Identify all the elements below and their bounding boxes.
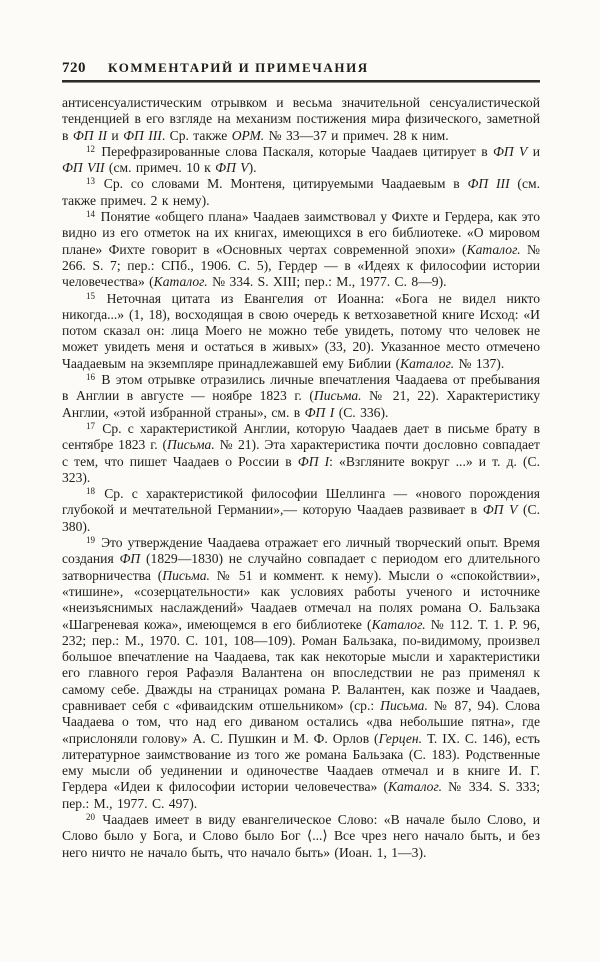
page-number: 720 xyxy=(62,60,86,76)
running-header xyxy=(62,60,540,80)
text-run: № 334. S. XIII; пер.: М., 1977. С. 8—9). xyxy=(207,274,447,290)
text-run: № 112. Т. 1. Р. 96, 232; пер.: М., 1970. С. 101, 108—109). Роман Бальзака, по-видимому, произвел большое впечатление на Чаадаева, так как некоторые мысли и характеристики его главного героя Рафаэля Валантена он впоследствии не раз применял к самому себе. Дважды на страницах романа Р. Валантен, как позже и Чаадаев, сравнивает себя с «фиваидским отшельником» (ср.: xyxy=(62,616,540,713)
text-run: и xyxy=(107,127,124,143)
italic-text-run: ФП III xyxy=(467,176,510,192)
text-run: Ср. со словами М. Монтеня, цитируемыми Чаадаевым в xyxy=(96,176,468,192)
text-run: (1829—1830) не случайно совпадает с периодом его длительного затворничества ( xyxy=(62,551,541,583)
text-run: В этом отрывке отразились личные впечатления Чаадаева от пребывания в Англии в августе — ноябре 1823 г. ( xyxy=(62,372,540,404)
italic-text-run: Письма. xyxy=(162,567,210,583)
footnote-paragraph-20 xyxy=(62,812,540,861)
footnote-paragraph-13 xyxy=(62,176,540,209)
italic-text-run: Каталог. xyxy=(400,355,455,371)
text-run: (см. примеч. 10 к xyxy=(104,160,216,176)
italic-text-run: ФП I xyxy=(297,453,330,469)
footnote-number: 18 xyxy=(86,486,95,497)
italic-text-run: ФП V xyxy=(215,160,249,176)
text-run: Перефразированные слова Паскаля, которые Чаадаев цитирует в xyxy=(96,143,493,159)
italic-text-run: Письма. xyxy=(313,388,362,404)
italic-text-run: Каталог. xyxy=(387,779,442,795)
italic-text-run: ФП III xyxy=(123,127,162,143)
footnote-paragraph-12 xyxy=(62,144,540,177)
footnote-number: 14 xyxy=(86,209,95,220)
footnote-number: 19 xyxy=(86,535,95,546)
footnote-paragraph-14 xyxy=(62,209,540,290)
text-run: ). xyxy=(248,160,257,176)
text-run: : «Взгляните вокруг ...» и т. д. (С. 323). xyxy=(62,453,540,485)
italic-text-run: Каталог. xyxy=(153,274,208,290)
italic-text-run: ФП xyxy=(119,551,141,567)
italic-text-run: Каталог. xyxy=(466,241,521,257)
footnote-paragraph-19 xyxy=(62,535,540,812)
text-run: № 266. S. 7; пер.: СПб., 1906. С. 5), Гердер — в «Идеях к философии истории человечества» ( xyxy=(62,241,540,290)
text-run: № 21). Эта характеристика почти дословно совпадает с тем, что пишет Чаадаев о России в xyxy=(62,437,540,469)
text-run: № 33—37 и примеч. 28 к ним. xyxy=(264,127,449,143)
footnote-paragraph-18 xyxy=(62,486,540,535)
text-run: Ср. с характеристикой философии Шеллинга — «нового порождения глубокой и мечтательной Германии»,— которую Чаадаев развивает в xyxy=(62,486,540,518)
text-run: № 51 и коммент. к нему). Мысли о «спокойствии», «тишине», «созерцательности» как условиях работы ученого и источнике «неизъяснимых наслаждений» Чаадаев отмечал на полях романа О. Бальзака «Шагреневая кожа», имеющемся в его библиотеке ( xyxy=(62,567,541,632)
footnote-number: 13 xyxy=(86,176,95,187)
italic-text-run: Письма. xyxy=(380,697,428,713)
footnote-number: 16 xyxy=(86,372,95,383)
text-run: (С. 380). xyxy=(62,502,540,534)
text-run: (см. также примеч. 2 к нему). xyxy=(62,176,540,208)
italic-text-run: ФП I xyxy=(304,404,335,420)
italic-text-run: Каталог. xyxy=(371,616,426,632)
text-run: Это утверждение Чаадаева отражает его личный творческий опыт. Время создания xyxy=(62,535,540,567)
text-run: Ср. с характеристикой Англии, которую Чаадаев дает в письме брату в сентябре 1823 г. ( xyxy=(62,420,540,453)
page-body xyxy=(62,95,540,861)
italic-text-run: ФП II xyxy=(72,127,108,143)
footnote-number: 20 xyxy=(86,812,95,823)
footnote-paragraph-15 xyxy=(62,291,540,372)
text-run: (С. 336). xyxy=(334,404,389,420)
text-run: Неточная цитата из Евангелия от Иоанна: «Бога не видел никто никогда...» (1, 18), восходящая в свою очередь к ветхозаветной книге Исход: «И потом сказал он: лица Моего не можно тебе увидеть, потому что человек не может увидеть меня и остаться в живых» (33, 20). Указанное место отмечено Чаадаевым на экземпляре принадлежавшей ему Библии ( xyxy=(62,290,540,371)
text-run: № 334. S. 333; пер.: М., 1977. С. 497). xyxy=(62,779,540,811)
footnote-number: 15 xyxy=(86,290,95,301)
italic-text-run: ФП VII xyxy=(62,160,105,176)
italic-text-run: Письма. xyxy=(167,437,215,453)
text-run: антисенсуалистическим отрывком и весьма значительной сенсуалистической тенденцией в его взгляде на механизм постижения мира физического, заметной в xyxy=(62,95,540,143)
running-title: КОММЕНТАРИЙ И ПРИМЕЧАНИЯ xyxy=(108,60,369,75)
text-run: и xyxy=(527,143,540,159)
italic-text-run: ОРМ. xyxy=(231,127,265,143)
text-run: Понятие «общего плана» Чаадаев заимствовал у Фихте и Гердера, как это видно из его отметок на их книгах, имеющихся в его библиотеке. «О мировом плане» Фихте говорит в «Основных чертах современной эпохи» ( xyxy=(62,209,540,257)
text-run: № 137). xyxy=(454,355,505,371)
continuation-paragraph xyxy=(62,95,540,144)
italic-text-run: Герцен. xyxy=(378,730,423,746)
header-rule xyxy=(62,80,540,83)
text-run: № 87, 94). Слова Чаадаева о том, что над его диваном остались «два небольшие пятна», где «прислоняли голову» А. С. Пушкин и М. Ф. Орлов ( xyxy=(62,697,540,746)
footnote-number: 12 xyxy=(86,143,95,154)
footnote-paragraph-17 xyxy=(62,421,540,486)
text-run: Т. IX. С. 146), есть литературное заимствование из того же романа Бальзака (С. 183). Родственные ему мысли об уединении и одиночестве Чаадаев отмечал и в книге И. Г. Гердера «Идеи к философии истории человечества» ( xyxy=(62,730,540,795)
text-run: Чаадаев имеет в виду евангелическое Слово: «В начале было Слово, и Слово было у Бога, и Слово было Бог ⟨...⟩ Все чрез него начало быть, и без него ничто не начало быть, что начало быть» (Иоан. 1, 1—3). xyxy=(62,812,540,860)
footnote-paragraph-16 xyxy=(62,372,540,421)
footnote-number: 17 xyxy=(86,420,95,431)
text-run: . Ср. также xyxy=(161,127,232,143)
text-run: № 21, 22). Характеристику Англии, «этой избранной страны», см. в xyxy=(62,388,540,420)
italic-text-run: ФП V xyxy=(492,143,528,159)
italic-text-run: ФП V xyxy=(482,502,518,518)
